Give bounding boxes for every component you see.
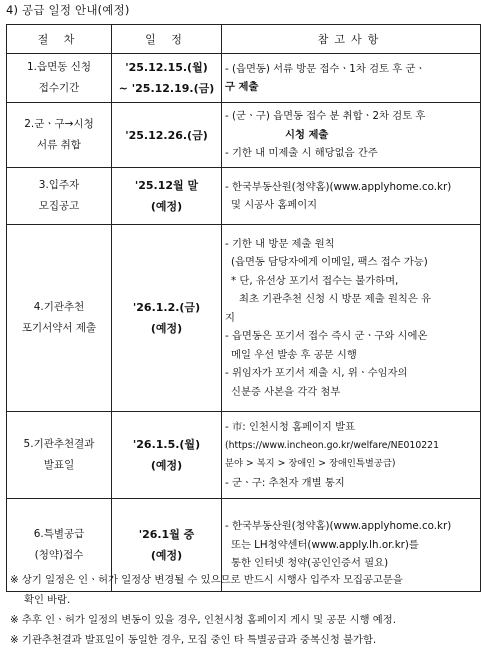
date-line: '26.1.5.(월) [132, 438, 201, 451]
notes-cell [222, 54, 481, 103]
date-line: '26.1.2.(금) [132, 301, 201, 314]
step-line: (청약)접수 [34, 549, 84, 561]
date-line: '26.1월 중 [138, 528, 195, 541]
step-line: 4.기관추천 [33, 301, 85, 313]
note-line: 지 [225, 311, 235, 324]
table-row [7, 168, 481, 225]
step-line: 6.특별공급 [33, 528, 85, 540]
note-line: 분야 > 복지 > 장애인 > 장애인특별공급) [225, 458, 396, 469]
table-row [7, 412, 481, 499]
footnotes [10, 570, 480, 650]
footnote-line: 확인 바람. [24, 594, 71, 606]
footnote-line: ※ 기관추천결과 발표일이 동일한 경우, 모집 중인 타 특별공급과 중복신청 불가함. [10, 634, 377, 646]
note-line: (읍면동 담당자에게 이메일, 팩스 접수 가능) [231, 256, 428, 269]
footnote-line: ※ 상기 일정은 인ㆍ허가 일정상 변경될 수 있으므로 반드시 시행사 입주자 모집공고문을 [10, 574, 403, 586]
note-line: - 군ㆍ구: 추천자 개별 통지 [225, 476, 345, 489]
step-line: 접수기간 [38, 82, 80, 94]
date-line: (예정) [150, 322, 183, 335]
note-line: 구 제출 [225, 81, 259, 93]
notes-cell [222, 168, 481, 225]
step-cell [7, 412, 112, 499]
note-line: - (읍면동) 서류 방문 접수ㆍ1차 검토 후 군ㆍ [225, 62, 426, 75]
note-line: * 단, 유선상 포기서 접수는 불가하며, [231, 274, 399, 287]
date-line: (예정) [150, 200, 183, 213]
notes-cell [222, 225, 481, 412]
date-cell [112, 103, 222, 168]
notes-cell [222, 412, 481, 499]
supply-schedule-table [6, 24, 481, 592]
note-line: (https://www.incheon.go.kr/welfare/NE010221 [225, 439, 439, 451]
note-line: - 한국부동산원(청약홈)(www.applyhome.co.kr) [225, 180, 452, 193]
note-line: - (군ㆍ구) 읍면동 접수 분 취합ㆍ2차 검토 후 [225, 110, 426, 123]
step-line: 모집공고 [38, 200, 80, 212]
note-line: - 위임자가 포기서 제출 시, 위ㆍ수임자의 [225, 367, 408, 380]
date-line: (예정) [150, 459, 183, 472]
step-cell [7, 225, 112, 412]
header-date: 일 정 [112, 25, 222, 54]
table-header-row [7, 25, 481, 54]
step-cell [7, 103, 112, 168]
date-cell [112, 412, 222, 499]
note-line: 또는 LH청약센터(www.apply.lh.or.kr)를 [231, 538, 419, 551]
note-line: 통한 인터넷 청약(공인인증서 필요) [231, 557, 389, 570]
note-line: - 한국부동산원(청약홈)(www.applyhome.co.kr) [225, 520, 452, 533]
header-notes: 참고사항 [222, 25, 481, 54]
note-line: - 市: 인천시청 홈페이지 발표 [225, 421, 356, 433]
note-line: 시청 제출 [285, 128, 329, 141]
date-cell [112, 54, 222, 103]
date-line: '25.12월 말 [134, 179, 199, 192]
date-cell [112, 225, 222, 412]
date-line: ~ '25.12.19.(금) [118, 82, 215, 95]
footnote-line: ※ 추후 인ㆍ허가 일정의 변동이 있을 경우, 인천시청 홈페이지 게시 및 공문 시행 예정. [10, 614, 396, 626]
step-cell [7, 168, 112, 225]
step-line: 발표일 [43, 459, 75, 471]
header-step: 절 차 [7, 25, 112, 54]
notes-cell [222, 103, 481, 168]
step-line: 2.군ㆍ구→시청 [24, 118, 94, 130]
table-row [7, 103, 481, 168]
step-line: 5.기관추천결과 [23, 438, 95, 450]
note-line: 최초 기관추천 신청 시 방문 제출 원칙은 유 [239, 293, 432, 306]
step-line: 서류 취합 [37, 139, 81, 151]
note-line: 메일 우선 발송 후 공문 시행 [231, 348, 357, 361]
section-heading: 4) 공급 일정 안내(예정) [6, 3, 130, 17]
note-line: - 읍면동은 포기서 접수 즉시 군ㆍ구와 시에온 [225, 330, 428, 343]
note-line: - 기한 내 방문 제출 원칙 [225, 237, 335, 250]
step-line: 3.입주자 [38, 179, 80, 191]
date-line: '25.12.26.(금) [125, 128, 208, 142]
note-line: 신분증 사본을 각각 첨부 [231, 385, 341, 398]
date-cell [112, 168, 222, 225]
table-row [7, 54, 481, 103]
step-cell [7, 54, 112, 103]
step-line: 1.읍면동 신청 [26, 61, 92, 73]
table-row [7, 225, 481, 412]
date-line: (예정) [150, 549, 183, 562]
note-line: - 기한 내 미제출 시 해당없음 간주 [225, 147, 378, 160]
step-line: 포기서약서 제출 [21, 322, 97, 334]
date-line: '25.12.15.(월) [125, 61, 208, 74]
note-line: 및 시공사 홈페이지 [231, 199, 318, 211]
